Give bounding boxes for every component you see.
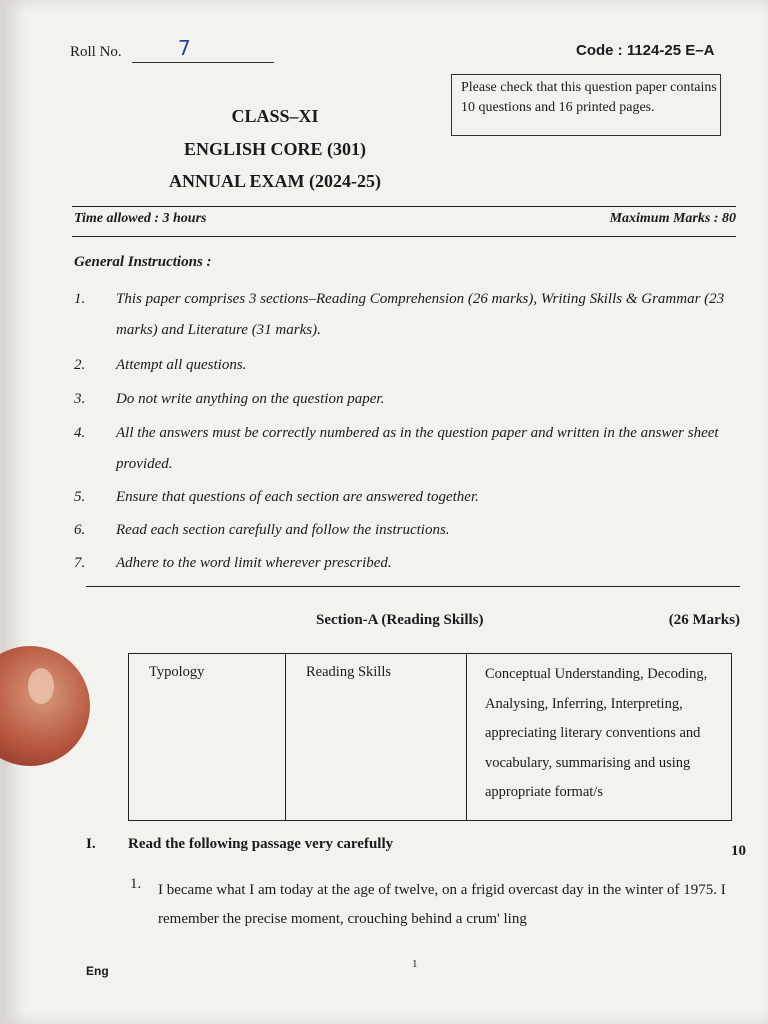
divider: [72, 206, 736, 207]
divider: [72, 236, 736, 237]
table-row: [129, 654, 732, 821]
fingernail: [28, 668, 54, 704]
exam-title: ANNUAL EXAM (2024-25): [169, 171, 381, 191]
subject-title: ENGLISH CORE (301): [183, 139, 367, 159]
paragraph-number: 1.: [130, 876, 142, 892]
instruction-text: Adhere to the word limit wherever prescribed.: [116, 555, 392, 571]
check-pages-note: Please check that this question paper contains 10 questions and 16 printed pages.: [451, 74, 721, 136]
roll-number-label: Roll No.: [70, 44, 122, 60]
instruction-text: This paper comprises 3 sections–Reading Comprehension (26 marks), Writing Skills & Grammar (23 marks) and Literature (31 marks).: [116, 291, 725, 338]
footer-subject-label: Eng: [86, 964, 109, 978]
roll-number-handwritten: 7: [178, 36, 191, 60]
instruction-number: 6.: [74, 522, 86, 538]
paper-code: Code : 1124-25 E–A: [576, 42, 715, 59]
instructions-title: General Instructions :: [74, 254, 212, 270]
typology-table: [128, 653, 732, 821]
instruction-number: 2.: [74, 357, 86, 373]
question-number: I.: [86, 836, 96, 852]
roll-number-line: [132, 62, 274, 63]
instruction-text: Attempt all questions.: [116, 357, 247, 373]
table-cell-description: Conceptual Understanding, Decoding, Analysing, Inferring, Interpreting, appreciating literary conventions and vocabulary, summarising and using appropriate format/s: [467, 654, 732, 821]
divider: [86, 586, 740, 587]
instruction-text: All the answers must be correctly numbered as in the question paper and written in the answer sheet provided.: [116, 425, 719, 472]
question-marks: 10: [731, 843, 746, 859]
instruction-number: 5.: [74, 489, 86, 505]
section-a-marks: (26 Marks): [668, 612, 740, 628]
table-cell-typology: Typology: [129, 654, 286, 821]
instruction-number: 1.: [74, 291, 86, 307]
section-a-title: Section-A (Reading Skills): [316, 612, 484, 628]
table-cell-reading-skills: Reading Skills: [286, 654, 467, 821]
class-title: CLASS–XI: [231, 106, 319, 126]
instruction-text: Do not write anything on the question paper.: [116, 391, 385, 407]
page-number: 1: [412, 958, 418, 970]
time-allowed: Time allowed : 3 hours: [74, 211, 207, 226]
question-prompt: Read the following passage very carefully: [128, 836, 394, 852]
passage-paragraph: I became what I am today at the age of twelve, on a frigid overcast day in the winter of 1975. I remember the precise moment, crouching behind a crum' ling: [158, 882, 726, 927]
instruction-text: Ensure that questions of each section are answered together.: [116, 489, 479, 505]
maximum-marks: Maximum Marks : 80: [609, 211, 736, 226]
instruction-number: 3.: [74, 391, 86, 407]
instruction-number: 4.: [74, 425, 86, 441]
instruction-text: Read each section carefully and follow the instructions.: [116, 522, 450, 538]
instruction-number: 7.: [74, 555, 86, 571]
